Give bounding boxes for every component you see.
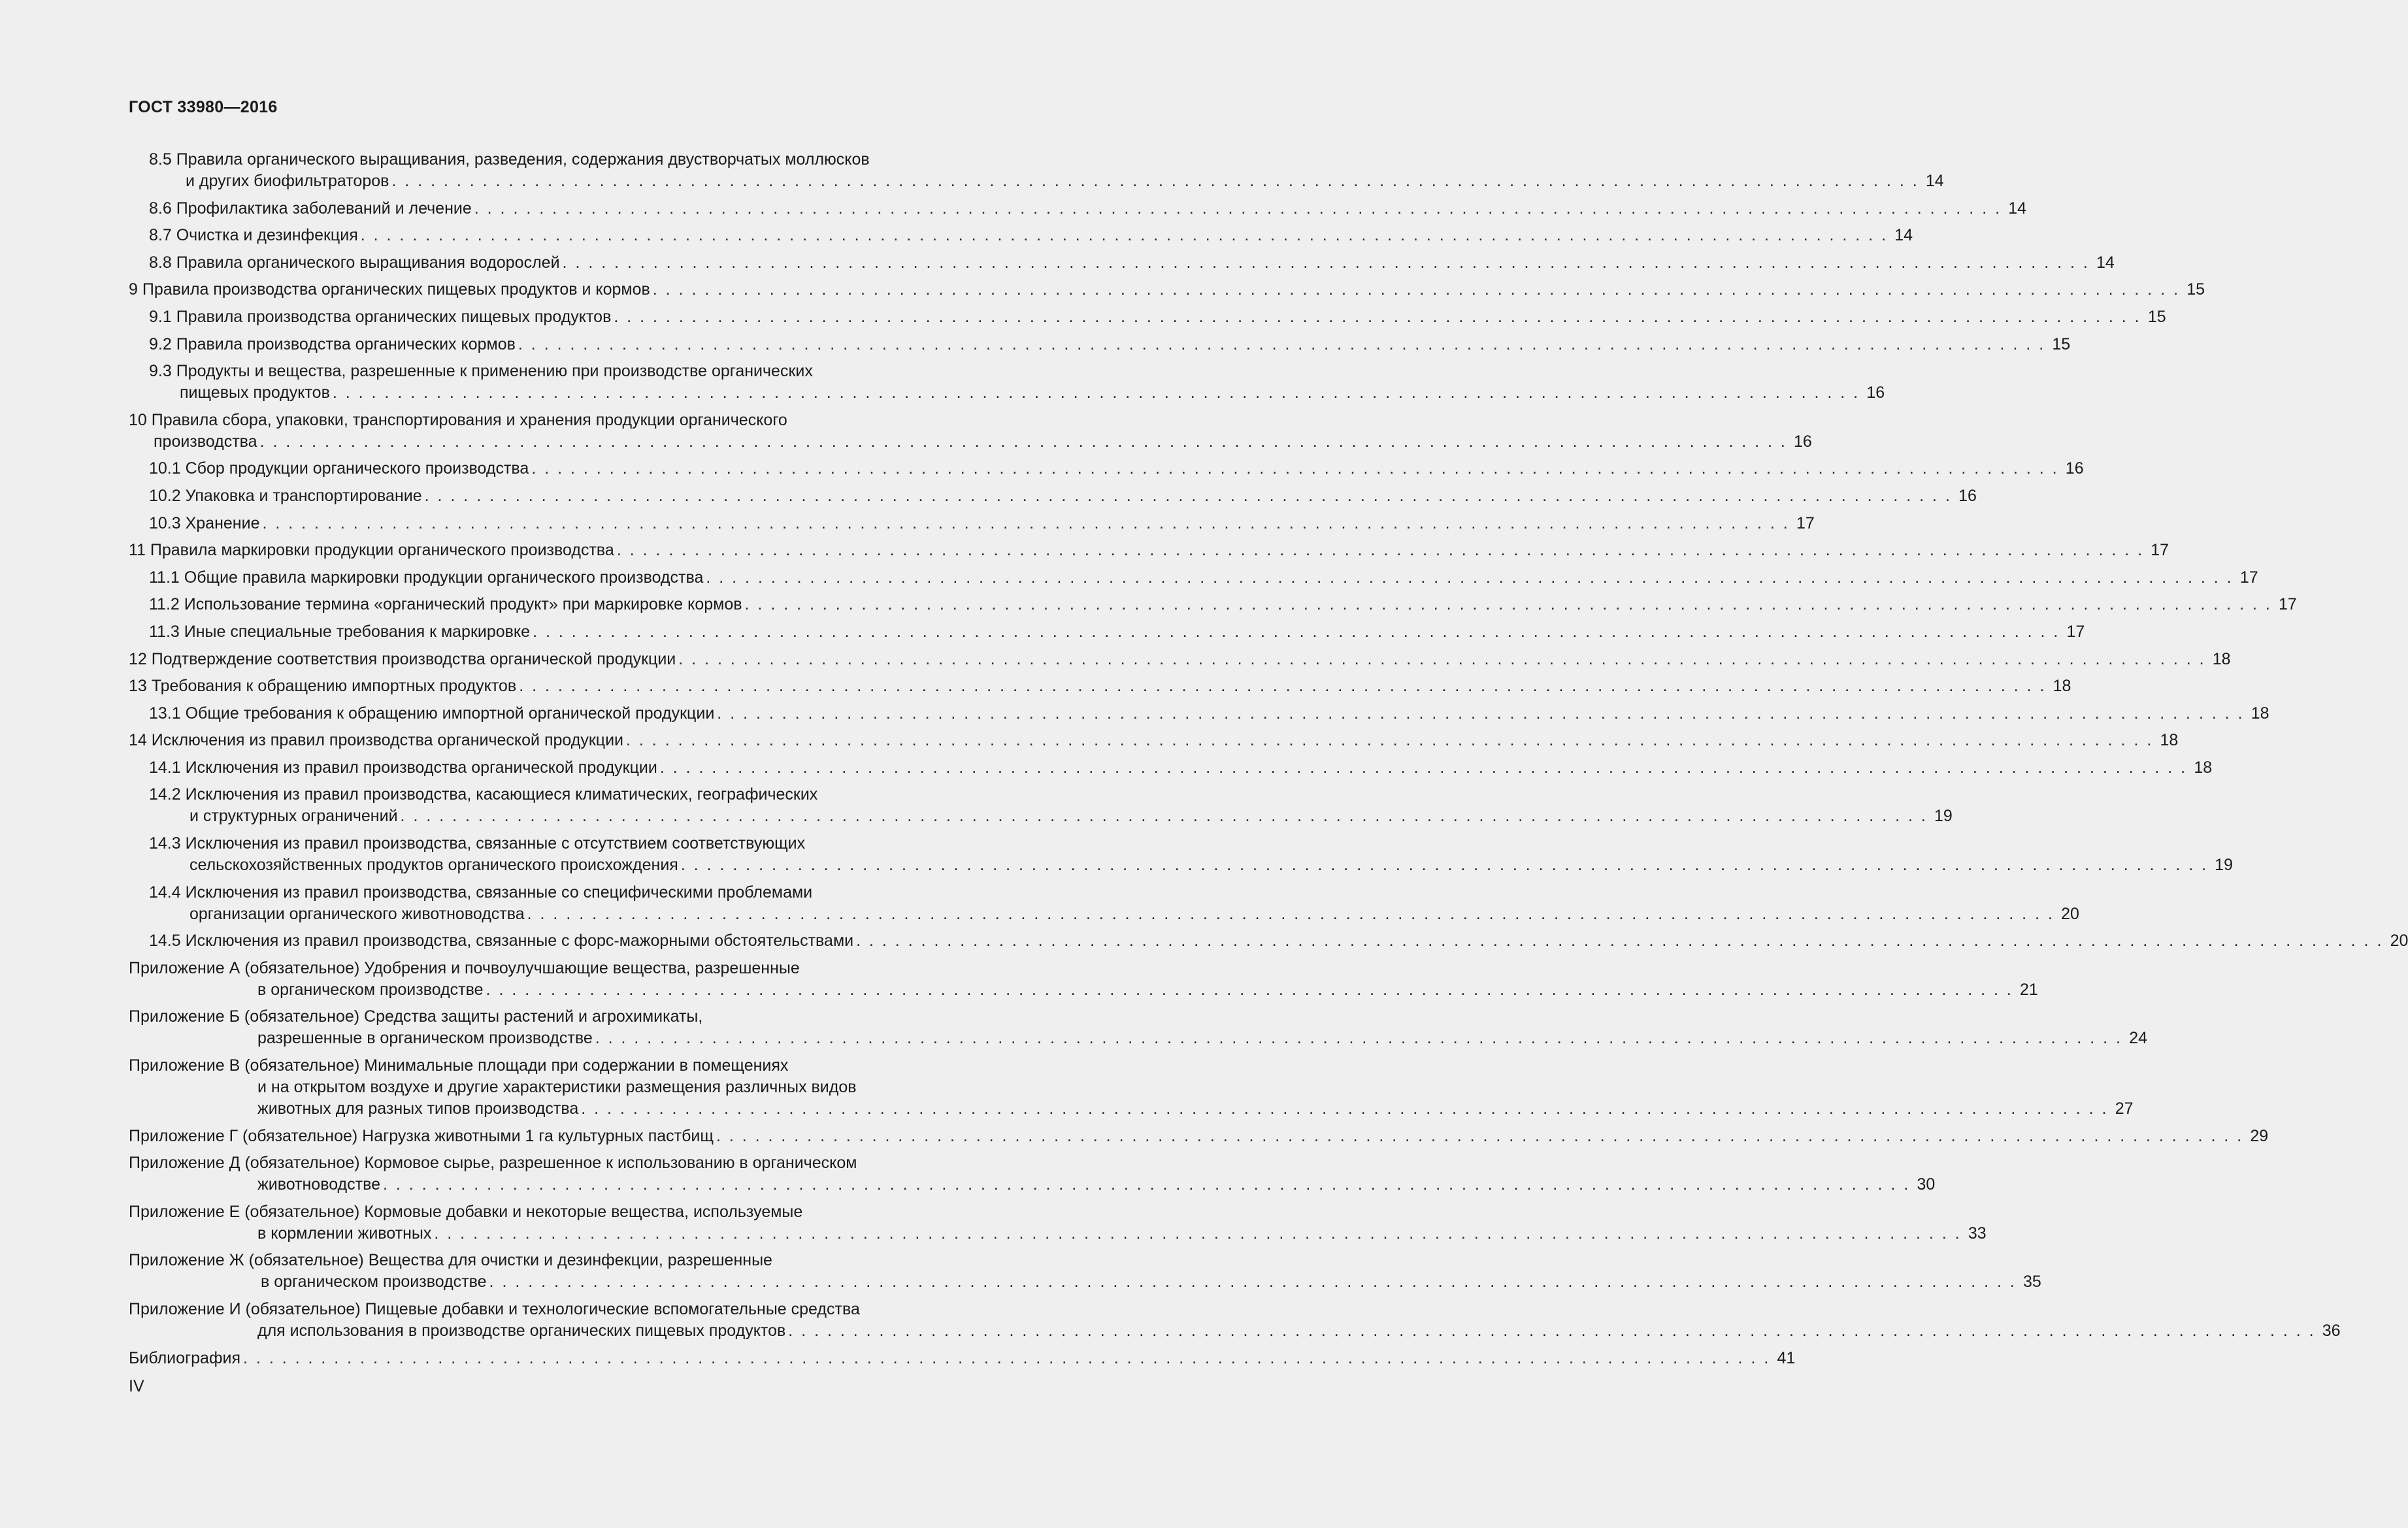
toc-entry-text: 8.6 Профилактика заболеваний и лечение (149, 199, 472, 218)
toc-entry[interactable] (129, 279, 2205, 301)
dot-leader: . . . . . . . . . . . . . . . . . . . . . . . . . . . . . . . . . . . . . . . . . . . . . . . . . . . . . . . . . . . . . . . . . . . . . . . . . . . . . . . . . . . . . . . . . . . . . . . . . . . . . . . . . . . . . . . . . . . . . . (434, 1224, 1962, 1243)
toc-entry-text: 11 Правила маркировки продукции органического производства (129, 541, 614, 560)
toc-page-number: 17 (2239, 568, 2258, 587)
toc-entry-text: 13.1 Общие требования к обращению импортной органической продукции (149, 704, 715, 723)
toc-entry-text: 12 Подтверждение соответствия производства органической продукции (129, 649, 676, 668)
toc-entry-text: в органическом производстве (261, 1273, 487, 1292)
toc-entry-text: Приложение Ж (обязательное) Вещества для очистки и дезинфекции, разрешенные (129, 1251, 772, 1270)
toc-entry-text: 14.4 Исключения из правил производства, связанные со специфическими проблемами (149, 883, 813, 902)
document-header: ГОСТ 33980—2016 (129, 98, 278, 116)
toc-entry[interactable] (129, 252, 2115, 274)
toc-page-number: 20 (2061, 904, 2079, 923)
toc-entry-text: сельскохозяйственных продуктов органического происхождения (190, 856, 678, 875)
toc-page-number: 21 (2020, 980, 2038, 999)
toc-entry-text: Приложение А (обязательное) Удобрения и почвоулучшающие вещества, разрешенные (129, 958, 800, 977)
toc-entry-line (129, 730, 2179, 751)
toc-entry[interactable] (129, 1055, 2134, 1120)
page-number: IV (129, 1377, 144, 1395)
toc-entry-line (149, 485, 1977, 507)
dot-leader: . . . . . . . . . . . . . . . . . . . . . . . . . . . . . . . . . . . . . . . . . . . . . . . . . . . . . . . . . . . . . . . . . . . . . . . . . . . . . . . . . . . . . . . . . . . . . . . . . . . . . . . . . . . . . . . . . . . . . . (259, 432, 1787, 451)
dot-leader: . . . . . . . . . . . . . . . . . . . . . . . . . . . . . . . . . . . . . . . . . . . . . . . . . . . . . . . . . . . . . . . . . . . . . . . . . . . . . . . . . . . . . . . . . . . . . . . . . . . . . . . . . . . . . . . . . . . . . . (531, 459, 2059, 478)
dot-leader: . . . . . . . . . . . . . . . . . . . . . . . . . . . . . . . . . . . . . . . . . . . . . . . . . . . . . . . . . . . . . . . . . . . . . . . . . . . . . . . . . . . . . . . . . . . . . . . . . . . . . . . . . . . . . . . . . . . . . . (262, 513, 1790, 532)
toc-entry-text: пищевых продуктов (180, 383, 330, 402)
toc-page-number: 18 (2160, 731, 2179, 750)
toc-entry-line (129, 1271, 2041, 1293)
dot-leader: . . . . . . . . . . . . . . . . . . . . . . . . . . . . . . . . . . . . . . . . . . . . . . . . . . . . . . . . . . . . . . . . . . . . . . . . . . . . . . . . . . . . . . . . . . . . . . . . . . . . . . . . . . . . . . . . . . . . . . (614, 307, 2141, 326)
toc-entry-text: 14.1 Исключения из правил производства органической продукции (149, 758, 657, 777)
toc-entry-text: разрешенные в органическом производстве (257, 1029, 593, 1048)
toc-entry-text: 8.7 Очистка и дезинфекция (149, 226, 358, 245)
toc-entry-text: 14 Исключения из правил производства органической продукции (129, 731, 624, 750)
toc-entry-line (149, 621, 2085, 643)
toc-entry[interactable] (129, 458, 2084, 480)
toc-page-number: 17 (2278, 595, 2297, 614)
toc-page-number: 14 (1894, 226, 1913, 245)
toc-page-number: 15 (2147, 307, 2166, 326)
toc-page-number: 16 (1958, 486, 1977, 505)
dot-leader: . . . . . . . . . . . . . . . . . . . . . . . . . . . . . . . . . . . . . . . . . . . . . . . . . . . . . . . . . . . . . . . . . . . . . . . . . . . . . . . . . . . . . . . . . . . . . . . . . . . . . . . . . . . . . . . . . . . . . . (659, 758, 2188, 777)
dot-leader: . . . . . . . . . . . . . . . . . . . . . . . . . . . . . . . . . . . . . . . . . . . . . . . . . . . . . . . . . . . . . . . . . . . . . . . . . . . . . . . . . . . . . . . . . . . . . . . . . . . . . . . . . . . . . . . . . . . . . . (519, 677, 2047, 696)
toc-entry-text: Приложение Е (обязательное) Кормовые добавки и некоторые вещества, используемые (129, 1202, 803, 1221)
toc-entry-text: животных для разных типов производства (257, 1099, 579, 1118)
toc-entry-line (129, 675, 2071, 697)
toc-entry-line (129, 1348, 1796, 1369)
toc-entry-line (149, 171, 1944, 192)
toc-entry[interactable] (129, 1152, 1936, 1195)
toc-entry-line (129, 1320, 2341, 1342)
toc-page-number: 19 (2215, 856, 2234, 875)
toc-entry-line (149, 930, 2408, 952)
toc-page-number: 14 (1925, 172, 1944, 190)
toc-entry-text: 10.2 Упаковка и транспортирование (149, 486, 422, 505)
dot-leader: . . . . . . . . . . . . . . . . . . . . . . . . . . . . . . . . . . . . . . . . . . . . . . . . . . . . . . . . . . . . . . . . . . . . . . . . . . . . . . . . . . . . . . . . . . . . . . . . . . . . . . . . . . . . . . . . . . . . . . (400, 807, 1928, 826)
toc-entry[interactable] (129, 334, 2071, 355)
toc-entry-line (129, 431, 1812, 453)
toc-entry-line (149, 458, 2084, 480)
toc-page-number: 15 (2186, 280, 2205, 299)
dot-leader: . . . . . . . . . . . . . . . . . . . . . . . . . . . . . . . . . . . . . . . . . . . . . . . . . . . . . . . . . . . . . . . . . . . . . . . . . . . . . . . . . . . . . . . . . . . . . . . . . . . . . . . . . . . . . . . . . . . . . . (626, 731, 2154, 750)
toc-page-number: 17 (1796, 513, 1815, 532)
dot-leader: . . . . . . . . . . . . . . . . . . . . . . . . . . . . . . . . . . . . . . . . . . . . . . . . . . . . . . . . . . . . . . . . . . . . . . . . . . . . . . . . . . . . . . . . . . . . . . . . . . . . . . . . . . . . . . . . . . . . . . (518, 334, 2046, 353)
dot-leader: . . . . . . . . . . . . . . . . . . . . . . . . . . . . . . . . . . . . . . . . . . . . . . . . . . . . . . . . . . . . . . . . . . . . . . . . . . . . . . . . . . . . . . . . . . . . . . . . . . . . . . . . . . . . . . . . . . . . . . (332, 383, 1860, 402)
toc-entry[interactable] (129, 1006, 2147, 1049)
toc-entry[interactable] (129, 1348, 1796, 1369)
toc-entry-text: 9.3 Продукты и вещества, разрешенные к применению при производстве органических (149, 362, 813, 381)
toc-entry-text: организации органического животноводства (190, 904, 525, 923)
toc-entry[interactable] (129, 1250, 2041, 1293)
toc-entry-text: 10 Правила сбора, упаковки, транспортирования и хранения продукции органического (129, 410, 787, 429)
toc-entry[interactable] (129, 149, 1944, 192)
dot-leader: . . . . . . . . . . . . . . . . . . . . . . . . . . . . . . . . . . . . . . . . . . . . . . . . . . . . . . . . . . . . . . . . . . . . . . . . . . . . . . . . . . . . . . . . . . . . . . . . . . . . . . . . . . . . . . . . . . . . . . (562, 253, 2090, 272)
toc-page-number: 18 (2251, 704, 2269, 723)
toc-entry-text: и на открытом воздухе и другие характеристики размещения различных видов (257, 1078, 857, 1097)
dot-leader: . . . . . . . . . . . . . . . . . . . . . . . . . . . . . . . . . . . . . . . . . . . . . . . . . . . . . . . . . . . . . . . . . . . . . . . . . . . . . . . . . . . . . . . . . . . . . . . . . . . . . . . . . . . . . . . . . . . . . . (581, 1099, 2109, 1118)
toc-entry-text: 11.1 Общие правила маркировки продукции органического производства (149, 568, 704, 587)
table-of-contents (129, 149, 2408, 1374)
toc-entry-text: 10.3 Хранение (149, 513, 260, 532)
toc-entry-text: 14.2 Исключения из правил производства, касающиеся климатических, географических (149, 785, 818, 804)
toc-entry-text: 9 Правила производства органических пищевых продуктов и кормов (129, 280, 650, 299)
toc-entry[interactable] (129, 784, 1953, 827)
toc-entry[interactable] (129, 730, 2179, 751)
toc-page-number: 18 (2053, 677, 2071, 696)
toc-entry-line (149, 903, 2079, 925)
toc-entry[interactable] (129, 703, 2269, 724)
toc-entry-text: 9.2 Правила производства органических кормов (149, 334, 516, 353)
toc-page-number: 17 (2151, 541, 2169, 560)
toc-entry-line (149, 382, 1885, 404)
dot-leader: . . . . . . . . . . . . . . . . . . . . . . . . . . . . . . . . . . . . . . . . . . . . . . . . . . . . . . . . . . . . . . . . . . . . . . . . . . . . . . . . . . . . . . . . . . . . . . . . . . . . . . . . . . . . . . . . . . . . . . (680, 856, 2209, 875)
toc-page-number: 16 (2065, 459, 2084, 478)
toc-entry-line (149, 306, 2166, 328)
toc-entry[interactable] (129, 513, 1815, 534)
toc-entry-text: Приложение Д (обязательное) Кормовое сырье, разрешенное к использованию в органическом (129, 1154, 857, 1173)
toc-entry-text: Приложение Г (обязательное) Нагрузка животными 1 га культурных пастбищ (129, 1126, 714, 1145)
toc-page-number: 14 (2008, 199, 2027, 218)
dot-leader: . . . . . . . . . . . . . . . . . . . . . . . . . . . . . . . . . . . . . . . . . . . . . . . . . . . . . . . . . . . . . . . . . . . . . . . . . . . . . . . . . . . . . . . . . . . . . . . . . . . . . . . . . . . . . . . . . . . . . . (391, 172, 1919, 190)
toc-page-number: 20 (2390, 932, 2408, 951)
toc-entry[interactable] (129, 649, 2231, 670)
toc-entry-text: 8.8 Правила органического выращивания водорослей (149, 253, 560, 272)
toc-page-number: 33 (1968, 1224, 1987, 1243)
toc-entry-text: 13 Требования к обращению импортных продуктов (129, 677, 517, 696)
toc-entry-line (149, 703, 2269, 724)
toc-entry-text: производства (154, 432, 257, 451)
toc-page-number: 16 (1794, 432, 1812, 451)
toc-entry-line (149, 805, 1953, 827)
toc-entry-text: 11.3 Иные специальные требования к маркировке (149, 622, 531, 641)
toc-entry-line (149, 252, 2115, 274)
toc-page-number: 18 (2212, 649, 2231, 668)
toc-entry[interactable] (129, 361, 1885, 404)
toc-entry[interactable] (129, 540, 2169, 561)
toc-entry-text: 14.3 Исключения из правил производства, связанные с отсутствием соответствующих (149, 834, 806, 853)
dot-leader: . . . . . . . . . . . . . . . . . . . . . . . . . . . . . . . . . . . . . . . . . . . . . . . . . . . . . . . . . . . . . . . . . . . . . . . . . . . . . . . . . . . . . . . . . . . . . . . . . . . . . . . . . . . . . . . . . . . . . . (595, 1029, 2122, 1048)
toc-entry-text: 11.2 Использование термина «органический продукт» при маркировке кормов (149, 595, 742, 614)
toc-entry[interactable] (129, 757, 2213, 779)
toc-entry-text: в кормлении животных (257, 1224, 432, 1243)
toc-entry-line (129, 279, 2205, 301)
toc-page-number: 17 (2066, 622, 2085, 641)
toc-page-number: 27 (2115, 1099, 2134, 1118)
toc-entry-text: в органическом производстве (257, 980, 484, 999)
toc-page-number: 14 (2096, 253, 2115, 272)
toc-entry[interactable] (129, 621, 2085, 643)
toc-entry[interactable] (129, 1126, 2269, 1147)
toc-entry[interactable] (129, 198, 2027, 219)
toc-entry-line (129, 649, 2231, 670)
toc-entry-line (129, 1098, 2134, 1120)
toc-entry-text: животноводстве (257, 1175, 381, 1194)
dot-leader: . . . . . . . . . . . . . . . . . . . . . . . . . . . . . . . . . . . . . . . . . . . . . . . . . . . . . . . . . . . . . . . . . . . . . . . . . . . . . . . . . . . . . . . . . . . . . . . . . . . . . . . . . . . . . . . . . . . . . . (652, 280, 2181, 299)
toc-entry[interactable] (129, 485, 1977, 507)
toc-entry-text: для использования в производстве органических пищевых продуктов (257, 1322, 786, 1340)
toc-entry[interactable] (129, 410, 1812, 453)
toc-entry-line (129, 1174, 1936, 1195)
toc-entry-text: и других биофильтраторов (186, 172, 389, 190)
toc-entry-line (129, 1223, 1987, 1244)
dot-leader: . . . . . . . . . . . . . . . . . . . . . . . . . . . . . . . . . . . . . . . . . . . . . . . . . . . . . . . . . . . . . . . . . . . . . . . . . . . . . . . . . . . . . . . . . . . . . . . . . . . . . . . . . . . . . . . . . . . . . . (243, 1348, 1771, 1367)
toc-entry-line (129, 540, 2169, 561)
toc-page-number: 35 (2023, 1273, 2041, 1292)
toc-page-number: 24 (2129, 1029, 2147, 1048)
toc-entry-text: 10.1 Сбор продукции органического производства (149, 459, 529, 478)
toc-entry[interactable] (129, 833, 2234, 876)
toc-page-number: 16 (1866, 383, 1885, 402)
toc-page-number: 19 (1934, 807, 1953, 826)
toc-entry-text: Приложение И (обязательное) Пищевые добавки и технологические вспомогательные средства (129, 1300, 860, 1318)
toc-entry[interactable] (129, 1201, 1987, 1244)
toc-entry-line (149, 757, 2213, 779)
toc-entry-text: 8.5 Правила органического выращивания, разведения, содержания двустворчатых моллюсков (149, 150, 870, 169)
toc-entry[interactable] (129, 594, 2297, 615)
dot-leader: . . . . . . . . . . . . . . . . . . . . . . . . . . . . . . . . . . . . . . . . . . . . . . . . . . . . . . . . . . . . . . . . . . . . . . . . . . . . . . . . . . . . . . . . . . . . . . . . . . . . . . . . . . . . . . . . . . . . . . (527, 904, 2054, 923)
toc-entry-text: и структурных ограничений (190, 807, 398, 826)
toc-page-number: 29 (2250, 1126, 2269, 1145)
toc-entry-line (149, 225, 1913, 246)
toc-entry[interactable] (129, 1299, 2341, 1342)
toc-entry[interactable] (129, 306, 2166, 328)
dot-leader: . . . . . . . . . . . . . . . . . . . . . . . . . . . . . . . . . . . . . . . . . . . . . . . . . . . . . . . . . . . . . . . . . . . . . . . . . . . . . . . . . . . . . . . . . . . . . . . . . . . . . . . . . . . . . . . . . . . . . . (489, 1273, 2017, 1292)
toc-entry-line (149, 854, 2234, 876)
toc-entry[interactable] (129, 882, 2079, 925)
toc-entry[interactable] (129, 225, 1913, 246)
dot-leader: . . . . . . . . . . . . . . . . . . . . . . . . . . . . . . . . . . . . . . . . . . . . . . . . . . . . . . . . . . . . . . . . . . . . . . . . . . . . . . . . . . . . . . . . . . . . . . . . . . . . . . . . . . . . . . . . . . . . . . (383, 1175, 1911, 1194)
toc-entry[interactable] (129, 675, 2071, 697)
toc-entry[interactable] (129, 567, 2258, 589)
dot-leader: . . . . . . . . . . . . . . . . . . . . . . . . . . . . . . . . . . . . . . . . . . . . . . . . . . . . . . . . . . . . . . . . . . . . . . . . . . . . . . . . . . . . . . . . . . . . . . . . . . . . . . . . . . . . . . . . . . . . . . (424, 486, 1952, 505)
toc-entry[interactable] (129, 930, 2408, 952)
toc-entry[interactable] (129, 958, 2038, 1001)
toc-page-number: 30 (1917, 1175, 1936, 1194)
dot-leader: . . . . . . . . . . . . . . . . . . . . . . . . . . . . . . . . . . . . . . . . . . . . . . . . . . . . . . . . . . . . . . . . . . . . . . . . . . . . . . . . . . . . . . . . . . . . . . . . . . . . . . . . . . . . . . . . . . . . . . (788, 1322, 2316, 1340)
dot-leader: . . . . . . . . . . . . . . . . . . . . . . . . . . . . . . . . . . . . . . . . . . . . . . . . . . . . . . . . . . . . . . . . . . . . . . . . . . . . . . . . . . . . . . . . . . . . . . . . . . . . . . . . . . . . . . . . . . . . . . (744, 595, 2272, 614)
toc-entry-text: Приложение Б (обязательное) Средства защиты растений и агрохимикаты, (129, 1007, 703, 1026)
toc-entry-line (149, 513, 1815, 534)
toc-page-number: 36 (2322, 1322, 2341, 1340)
dot-leader: . . . . . . . . . . . . . . . . . . . . . . . . . . . . . . . . . . . . . . . . . . . . . . . . . . . . . . . . . . . . . . . . . . . . . . . . . . . . . . . . . . . . . . . . . . . . . . . . . . . . . . . . . . . . . . . . . . . . . . (474, 199, 2002, 218)
dot-leader: . . . . . . . . . . . . . . . . . . . . . . . . . . . . . . . . . . . . . . . . . . . . . . . . . . . . . . . . . . . . . . . . . . . . . . . . . . . . . . . . . . . . . . . . . . . . . . . . . . . . . . . . . . . . . . . . . . . . . . (716, 1126, 2244, 1145)
dot-leader: . . . . . . . . . . . . . . . . . . . . . . . . . . . . . . . . . . . . . . . . . . . . . . . . . . . . . . . . . . . . . . . . . . . . . . . . . . . . . . . . . . . . . . . . . . . . . . . . . . . . . . . . . . . . . . . . . . . . . . (856, 932, 2384, 951)
toc-entry-line (149, 198, 2027, 219)
dot-leader: . . . . . . . . . . . . . . . . . . . . . . . . . . . . . . . . . . . . . . . . . . . . . . . . . . . . . . . . . . . . . . . . . . . . . . . . . . . . . . . . . . . . . . . . . . . . . . . . . . . . . . . . . . . . . . . . . . . . . . (717, 704, 2245, 723)
toc-entry-line (149, 594, 2297, 615)
toc-page-number: 15 (2052, 334, 2071, 353)
dot-leader: . . . . . . . . . . . . . . . . . . . . . . . . . . . . . . . . . . . . . . . . . . . . . . . . . . . . . . . . . . . . . . . . . . . . . . . . . . . . . . . . . . . . . . . . . . . . . . . . . . . . . . . . . . . . . . . . . . . . . . (360, 226, 1888, 245)
toc-entry-line (129, 979, 2038, 1001)
toc-entry-line (149, 334, 2071, 355)
toc-entry-line (149, 567, 2258, 589)
dot-leader: . . . . . . . . . . . . . . . . . . . . . . . . . . . . . . . . . . . . . . . . . . . . . . . . . . . . . . . . . . . . . . . . . . . . . . . . . . . . . . . . . . . . . . . . . . . . . . . . . . . . . . . . . . . . . . . . . . . . . . (486, 980, 2013, 999)
toc-entry-line (129, 1028, 2147, 1049)
dot-leader: . . . . . . . . . . . . . . . . . . . . . . . . . . . . . . . . . . . . . . . . . . . . . . . . . . . . . . . . . . . . . . . . . . . . . . . . . . . . . . . . . . . . . . . . . . . . . . . . . . . . . . . . . . . . . . . . . . . . . . (533, 622, 2060, 641)
toc-page-number: 41 (1777, 1348, 1796, 1367)
toc-entry-line (129, 1126, 2269, 1147)
dot-leader: . . . . . . . . . . . . . . . . . . . . . . . . . . . . . . . . . . . . . . . . . . . . . . . . . . . . . . . . . . . . . . . . . . . . . . . . . . . . . . . . . . . . . . . . . . . . . . . . . . . . . . . . . . . . . . . . . . . . . . (706, 568, 2234, 587)
dot-leader: . . . . . . . . . . . . . . . . . . . . . . . . . . . . . . . . . . . . . . . . . . . . . . . . . . . . . . . . . . . . . . . . . . . . . . . . . . . . . . . . . . . . . . . . . . . . . . . . . . . . . . . . . . . . . . . . . . . . . . (616, 541, 2145, 560)
toc-entry-text: Приложение В (обязательное) Минимальные площади при содержании в помещениях (129, 1056, 789, 1075)
toc-entry-text: 9.1 Правила производства органических пищевых продуктов (149, 307, 612, 326)
toc-entry-text: 14.5 Исключения из правил производства, связанные с форс-мажорными обстоятельствами (149, 932, 854, 951)
toc-page-number: 18 (2194, 758, 2213, 777)
toc-entry-text: Библиография (129, 1348, 241, 1367)
dot-leader: . . . . . . . . . . . . . . . . . . . . . . . . . . . . . . . . . . . . . . . . . . . . . . . . . . . . . . . . . . . . . . . . . . . . . . . . . . . . . . . . . . . . . . . . . . . . . . . . . . . . . . . . . . . . . . . . . . . . . . (678, 649, 2206, 668)
